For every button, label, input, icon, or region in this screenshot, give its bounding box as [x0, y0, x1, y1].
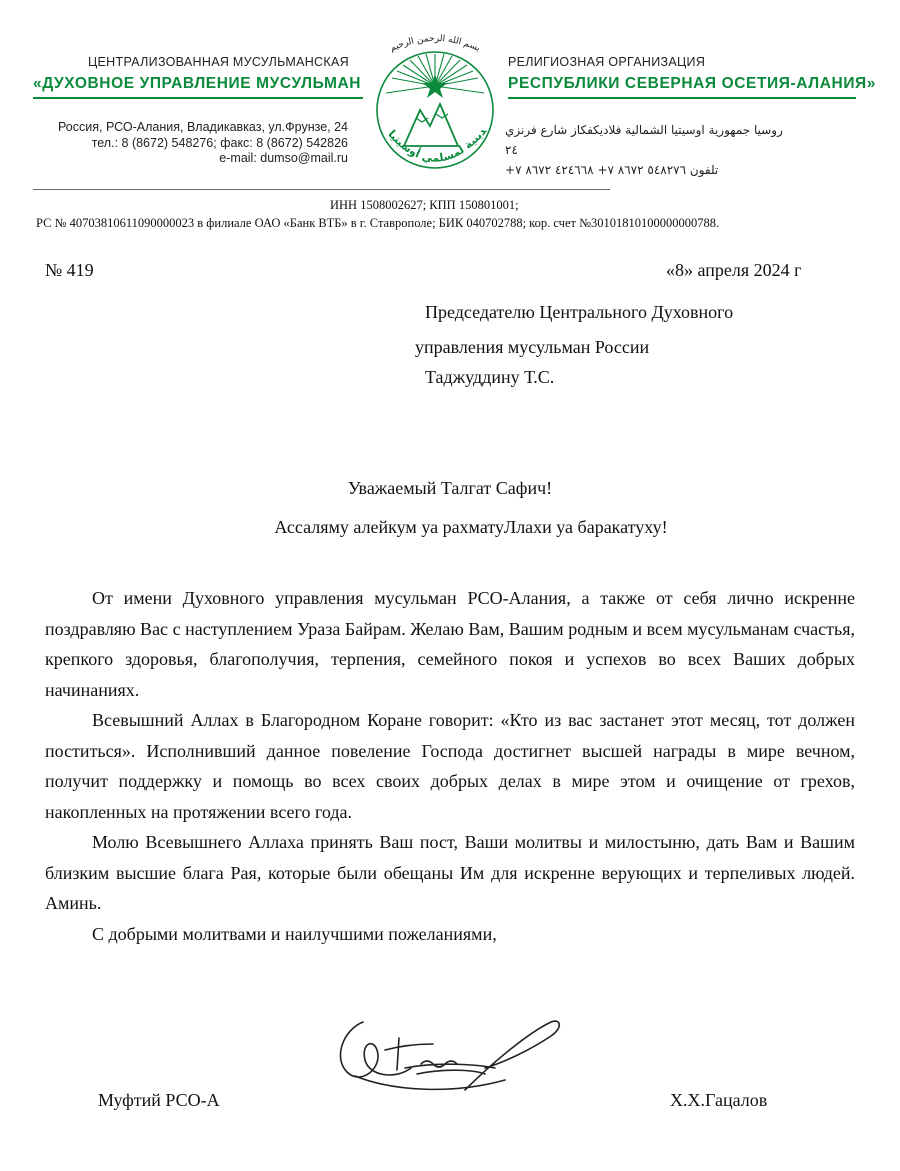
letter-number: № 419 [45, 260, 94, 280]
contacts-russian [58, 120, 348, 167]
addressee-line-3: Таджуддину Т.С. [425, 367, 555, 387]
tax-ids: ИНН 1508002627; КПП 150801001; [330, 198, 519, 212]
phone-ar: تلفون ٥٤٨٢٧٦ ٨٦٧٢ ٧+ ٤٢٤٦٦٨ ٨٦٧٢ ٧+ [505, 163, 719, 177]
addressee-line-2: управления мусульман России [415, 337, 650, 357]
letter-date: «8» апреля 2024 г [666, 260, 802, 280]
greeting: Уважаемый Талгат Сафич! [347, 478, 553, 498]
handwritten-signature [325, 1010, 575, 1100]
org-title-left: «ДУХОВНОЕ УПРАВЛЕНИЕ МУСУЛЬМАН [33, 75, 362, 92]
address-ar: روسيا جمهورية اوسيتيا الشمالية فلاديكفكاز شارع فرنزي ٢٤ [505, 123, 783, 157]
green-rule-right [508, 97, 856, 99]
basmala-text: بسم الله الرحمن الرحيم [388, 33, 482, 54]
letter-body [45, 583, 855, 949]
org-title-right: РЕСПУБЛИКИ СЕВЕРНАЯ ОСЕТИЯ-АЛАНИЯ» [508, 75, 877, 92]
signer-title: Муфтий РСО-А [98, 1090, 220, 1110]
signer-name: Х.Х.Гацалов [670, 1090, 768, 1110]
addressee-line-1: Председателю Центрального Духовного [425, 302, 734, 322]
organization-emblem [360, 18, 510, 183]
org-type-line-right: РЕЛИГИОЗНАЯ ОРГАНИЗАЦИЯ [508, 55, 706, 69]
paragraph-3: Молю Всевышнего Аллаха принять Ваш пост, Ваши молитвы и милостыню, дать Вам и Вашим близким высшие блага Рая, которые были обещаны Им для искренне верующих и терпеливых людей. Аминь. [45, 832, 855, 913]
phone-fax-ru: тел.: 8 (8672) 548276; факс: 8 (8672) 542826 [91, 135, 348, 150]
bank-details: РС № 40703810611090000023 в филиале ОАО «Банк ВТБ» в г. Ставрополе; БИК 040702788; кор. счет №30101810100000000788. [36, 216, 720, 230]
paragraph-2: Всевышний Аллах в Благородном Коране говорит: «Кто из вас застанет этот месяц, тот должен поститься». Исполнивший данное повеление Господа достигнет высшей награды в мире вечном, получит поддержку и помощь во всех своих добрых делах в мире этом и очищение от грехов, накопленных на протяжении всего года. [45, 710, 855, 822]
letterhead-divider [33, 189, 610, 190]
contacts-arabic [505, 120, 785, 180]
emblem-arabic-text: دينية لمسلمي أوسيتيا [385, 124, 490, 165]
green-rule-left [33, 97, 363, 99]
org-name-line-left: ЦЕНТРАЛИЗОВАННАЯ МУСУЛЬМАНСКАЯ [88, 55, 349, 69]
salam-line: Ассаляму алейкум уа рахматуЛлахи уа баракатуху! [274, 517, 668, 537]
closing-line: С добрыми молитвами и наилучшими пожеланиями, [92, 923, 497, 944]
paragraph-1: От имени Духовного управления мусульман РСО-Алания, а также от себя лично искренне поздравляю Вас с наступлением Ураза Байрам. Желаю Вам, Вашим родным и всем мусульманам счастья, крепкого здоровья, благополучия, терпения, семейного покоя и успехов во всех Ваших добрых начинаниях. [45, 588, 855, 700]
address-ru: Россия, РСО-Алания, Владикавказ, ул.Фрунзе, 24 [58, 120, 348, 134]
svg-text:بسم الله الرحمن الرحيم [388, 34, 481, 54]
email-ru: e-mail: dumso@mail.ru [219, 151, 348, 165]
